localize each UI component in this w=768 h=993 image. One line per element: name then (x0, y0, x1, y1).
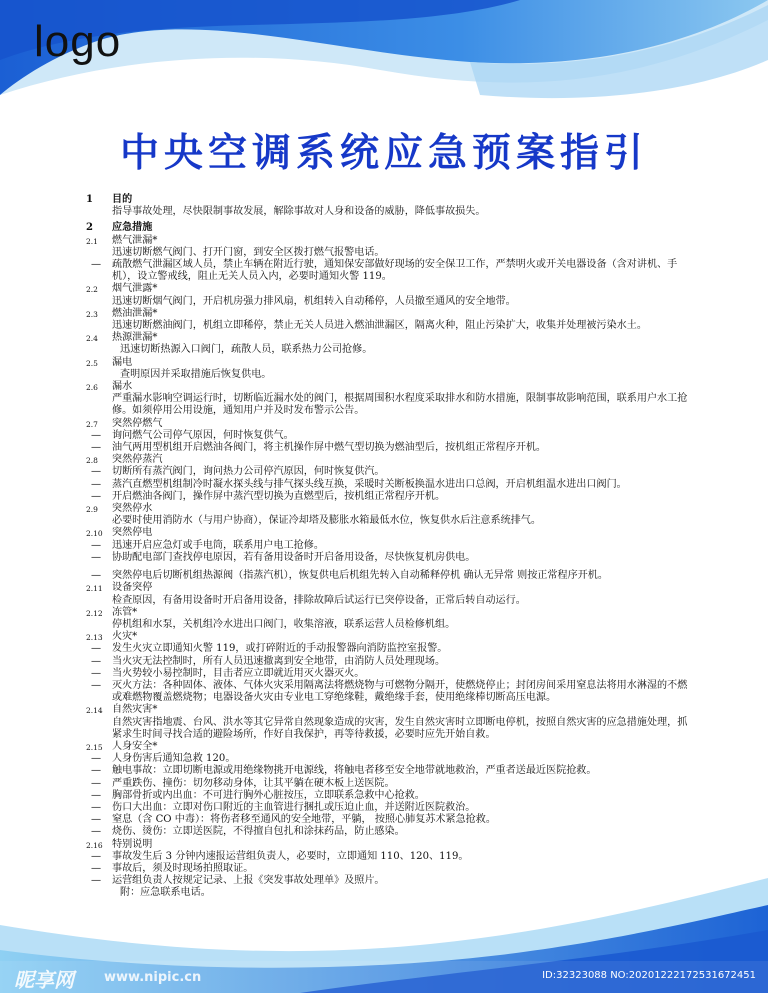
measure-title: 漏电 (112, 356, 133, 368)
measure-title: 火灾* (112, 631, 138, 643)
measure-title: 特别说明 (112, 838, 153, 850)
measure-number: 2.9 (86, 505, 98, 515)
bullet-line: — 当火灾无法控制时，所有人员迅速撤离到安全地带，由消防人员处理现场。 (76, 656, 696, 668)
measure-title: 自然灾害* (112, 704, 158, 716)
section-number: 2 (86, 222, 94, 234)
bullet-line: — 窒息（含 CO 中毒）：将伤者移至通风的安全地带，平躺， 按照心肺复苏术紧急抢救。 (76, 814, 696, 826)
measure-title: 冻管* (112, 606, 138, 618)
measure-heading (76, 607, 696, 619)
measure-heading (76, 235, 696, 247)
text-line: 迅速切断烟气阀门，开启机房强力排风扇，机组转入自动稀停，人员撤至通风的安全地带。 (112, 295, 516, 307)
measure-heading (76, 527, 696, 539)
bullet-line: — 蒸汽直燃型机组制冷时凝水探头线与排气探头线互换，采暖时关断板换温水进出口总阀，开启机组温水进出口阀门。 (76, 479, 696, 491)
logo-text: logo (34, 17, 122, 66)
bullet-line: — 询问燃气公司停气原因，何时恢复供气。 (76, 430, 696, 442)
measure-item (76, 839, 696, 900)
measure-heading (76, 381, 696, 393)
measure-heading (76, 418, 696, 430)
text-line: 附：应急联系电话。 (120, 887, 211, 899)
text-line: 自然灾害指地震、台风、洪水等其它异常自然现象造成的灾害，发生自然灾害时立即断电停机，按照自然灾害的应急措施处理，抓紧求生时间寻找合适的避险场所，作好自我保护，再等待救援，必要时应先开始自救。 (112, 716, 688, 740)
text-line: 迅速切断燃油阀门，机组立即稀停，禁止无关人员进入燃油泄漏区，隔离火种，阻止污染扩大，收集并处理被污染水土。 (112, 320, 647, 332)
section-title: 目的 (112, 194, 133, 205)
measure-item (76, 283, 696, 307)
measure-heading (76, 582, 696, 594)
bullet-line: — 运营组负责人按规定记录、上报《突发事故处理单》及照片。 (76, 875, 696, 887)
bullet-line: — 事故后，须及时现场拍照取证。 (76, 863, 696, 875)
section-heading (76, 194, 696, 206)
measure-item (76, 582, 696, 606)
measure-heading (76, 357, 696, 369)
bullet-line: — 烧伤、烫伤：立即送医院，不得擅自包扎和涂抹药品，防止感染。 (76, 826, 696, 838)
watermark-url: www.nipic.cn (104, 970, 202, 985)
bullet-line: — 胸部骨折或内出血：不可进行胸外心脏按压，立即联系急救中心抢救。 (76, 790, 696, 802)
measure-number: 2.11 (86, 584, 103, 594)
measure-number: 2.15 (86, 742, 103, 752)
measure-heading (76, 741, 696, 753)
measure-item (76, 454, 696, 503)
measure-item (76, 381, 696, 418)
measure-heading (76, 283, 696, 295)
measure-item (76, 332, 696, 356)
watermark-brand: 昵享网 (14, 968, 74, 992)
watermark-id: ID:32323088 NO:20201222172531672451 (542, 970, 756, 981)
measure-heading (76, 454, 696, 466)
section-heading (76, 222, 696, 234)
measure-title: 突然停电 (112, 527, 153, 539)
bullet-line: — 事故发生后 3 分钟内速报运营组负责人，必要时，立即通知 110、120、119。 (76, 851, 696, 863)
bullet-line: — 油气两用型机组开启燃油各阀门，将主机操作屏中燃气型切换为燃油型后，按机组正常程序开机。 (76, 442, 696, 454)
measure-title: 热源泄漏* (112, 332, 158, 344)
bullet-line: — 协助配电部门查找停电原因，若有备用设备时开启备用设备，尽快恢复机房供电。 (76, 552, 696, 564)
measure-number: 2.6 (86, 383, 98, 393)
measure-heading (76, 839, 696, 851)
measure-heading (76, 308, 696, 320)
measure-item (76, 235, 696, 284)
measure-item (76, 607, 696, 631)
measure-number: 2.10 (86, 529, 103, 539)
text-line: 停机组和水泵，关机组冷水进出口阀门，收集溶液，联系运营人员检修机组。 (112, 618, 456, 630)
bullet-line: — 灭火方法：各种固体、液体、气体火灾采用隔离法将燃烧物与可燃物分隔开，使燃烧停止；封闭房间采用窒息法将用水淋湿的不燃或难燃物覆盖燃烧物；电器设备火灾由专业电工穿绝缘鞋，戴绝缘手套，使用绝缘棒切断高压电源。 (76, 680, 696, 704)
bullet-line: — 严重跌伤、撞伤：切勿移动身体，让其平躺在硬木板上送医院。 (76, 778, 696, 790)
text-line: 迅速切断燃气阀门、打开门窗，到安全区拨打燃气报警电话。 (112, 246, 385, 258)
measure-number: 2.1 (86, 236, 98, 246)
measure-item (76, 308, 696, 332)
measure-heading (76, 503, 696, 515)
measure-number: 2.3 (86, 309, 98, 319)
bullet-line: — 当火势较小易控制时，目击者应立即就近用灭火器灭火。 (76, 668, 696, 680)
document-body (76, 194, 696, 900)
measure-number: 2.16 (86, 840, 103, 850)
measure-list (76, 235, 696, 900)
measure-title: 突然停水 (112, 503, 153, 515)
bullet-line: — 触电事故：立即切断电源或用绝缘物挑开电源线，将触电者移至安全地带就地救治，严重者送最近医院抢救。 (76, 765, 696, 777)
bullet-line: — 开启燃油各阀门，操作屏中蒸汽型切换为直燃型后，按机组正常程序开机。 (76, 491, 696, 503)
measure-heading (76, 631, 696, 643)
bullet-line: — 伤口大出血：立即对伤口附近的主血管进行捆扎或压迫止血，并送附近医院救治。 (76, 802, 696, 814)
bullet-line: — 发生火灾立即通知火警 119，或打碎附近的手动报警器向消防监控室报警。 (76, 643, 696, 655)
measure-heading (76, 704, 696, 716)
measure-title: 人身安全* (112, 740, 158, 752)
measure-item (76, 503, 696, 527)
text-line: 迅速切断热源入口阀门，疏散人员，联系热力公司抢修。 (120, 344, 373, 356)
measure-title: 设备突停 (112, 582, 153, 594)
measure-title: 烟气泄露* (112, 283, 158, 295)
measure-title: 突然停蒸汽 (112, 454, 163, 466)
measure-title: 燃油泄漏* (112, 307, 158, 319)
text-line: 检查原因，有备用设备时开启备用设备，排除故障后试运行已突停设备，正常后转自动运行。 (112, 594, 526, 606)
measure-number: 2.12 (86, 608, 103, 618)
measure-item (76, 527, 696, 582)
measure-number: 2.4 (86, 334, 98, 344)
measure-number: 2.5 (86, 358, 98, 368)
measure-item (76, 631, 696, 704)
text-line: 严重漏水影响空调运行时，切断临近漏水处的阀门，根据周围积水程度采取排水和防水措施，限制事故影响范围，联系用户水工抢修。如须停用公用设施，通知用户并及时发布警示公告。 (112, 393, 688, 417)
text-line: 必要时使用消防水（与用户协商），保证冷却塔及膨胀水箱最低水位，恢复供水后注意系统排气。 (112, 515, 541, 527)
measure-number: 2.13 (86, 633, 103, 643)
measure-title: 漏水 (112, 381, 133, 393)
bullet-line: — 迅速开启应急灯或手电筒，联系用户电工抢修。 (76, 540, 696, 552)
measure-item (76, 357, 696, 381)
page-title: 中央空调系统应急预案指引 (119, 131, 648, 176)
section-body: 指导事故处理，尽快限制事故发展，解除事故对人身和设备的威胁，降低事故损失。 (112, 206, 486, 218)
measure-item (76, 704, 696, 741)
section-number: 1 (86, 194, 94, 205)
measure-item (76, 741, 696, 839)
text-line: 查明原因并采取措施后恢复供电。 (120, 368, 272, 380)
measure-number: 2.8 (86, 456, 98, 466)
measure-heading (76, 332, 696, 344)
measure-number: 2.7 (86, 419, 98, 429)
measure-title: 燃气泄漏* (112, 234, 158, 246)
bullet-line: — 突然停电后切断机组热源阀（指蒸汽机），恢复供电后机组先转入自动稀释停机 确认无异常 则按正常程序开机。 (76, 570, 696, 582)
bullet-line: — 人身伤害后通知急救 120。 (76, 753, 696, 765)
measure-number: 2.2 (86, 285, 98, 295)
bullet-line: — 疏散燃气泄漏区域人员，禁止车辆在附近行驶，通知保安部做好现场的安全保卫工作，严禁明火或开关电器设备（含对讲机、手机），设立警戒线，阻止无关人员入内，必要时通知火警 119。 (76, 259, 696, 283)
measure-number: 2.14 (86, 706, 103, 716)
measure-title: 突然停燃气 (112, 417, 163, 429)
measure-item (76, 418, 696, 455)
bullet-line: — 切断所有蒸汽阀门，询问热力公司停汽原因，何时恢复供汽。 (76, 466, 696, 478)
section-title: 应急措施 (112, 222, 153, 234)
